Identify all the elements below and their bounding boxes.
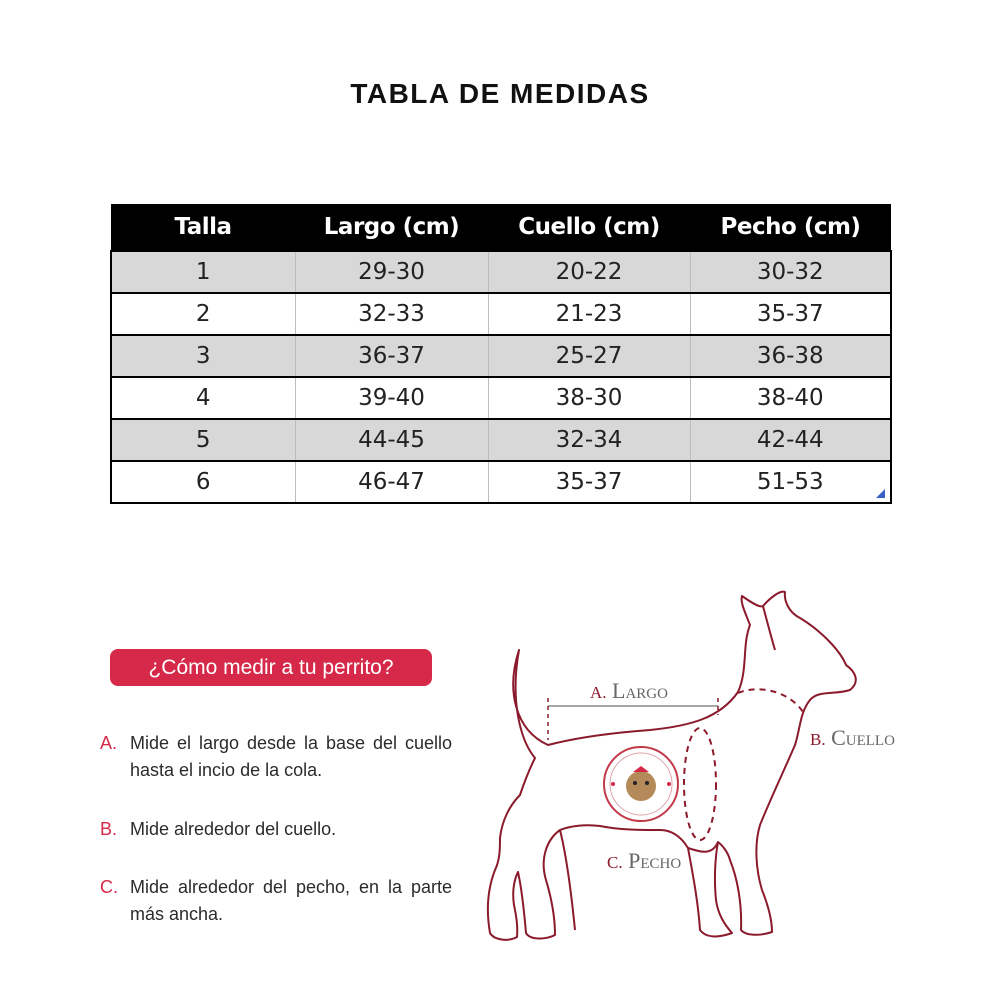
label-largo	[590, 678, 668, 704]
cell-cuello: 38-30	[488, 377, 690, 419]
leg-contour	[560, 830, 575, 930]
cell-pecho: 38-40	[690, 377, 891, 419]
cuello-measure-curve	[738, 689, 803, 712]
ear-contour	[763, 606, 775, 650]
cell-cuello: 35-37	[488, 461, 690, 503]
cell-largo: 36-37	[295, 335, 488, 377]
cell-cuello: 21-23	[488, 293, 690, 335]
label-cuello	[810, 725, 895, 751]
cell-talla: 2	[111, 293, 295, 335]
cell-talla: 6	[111, 461, 295, 503]
cell-cuello: 25-27	[488, 335, 690, 377]
cell-largo: 39-40	[295, 377, 488, 419]
label-text: Largo	[612, 678, 668, 703]
cell-largo: 29-30	[295, 251, 488, 293]
cell-pecho: 35-37	[690, 293, 891, 335]
howto-heading: ¿Cómo medir a tu perrito?	[110, 649, 432, 686]
brand-logo	[604, 747, 678, 821]
label-letter: C.	[607, 853, 623, 872]
pecho-measure-ellipse	[684, 728, 716, 840]
step-text: Mide el largo desde la base del cuello hasta el incio de la cola.	[130, 733, 452, 780]
cell-talla: 5	[111, 419, 295, 461]
leg-contour	[688, 842, 718, 852]
cell-largo: 32-33	[295, 293, 488, 335]
step-text: Mide alrededor del cuello.	[130, 819, 337, 839]
cell-pecho: 30-32	[690, 251, 891, 293]
header-cuello: Cuello (cm)	[488, 204, 690, 251]
label-letter: A.	[590, 683, 607, 702]
cell-cuello: 20-22	[488, 251, 690, 293]
cell-largo: 44-45	[295, 419, 488, 461]
cell-pecho: 36-38	[690, 335, 891, 377]
label-text: Pecho	[628, 848, 682, 873]
step-letter: A.	[100, 733, 118, 753]
step-text: Mide alrededor del pecho, en la parte más ancha.	[130, 877, 452, 924]
step-letter: C.	[100, 877, 118, 897]
header-pecho: Pecho (cm)	[690, 204, 891, 251]
cell-largo: 46-47	[295, 461, 488, 503]
header-talla: Talla	[111, 204, 295, 251]
label-pecho	[607, 848, 681, 874]
cell-pecho: 51-53	[690, 461, 891, 503]
step-letter: B.	[100, 819, 118, 839]
cell-pecho: 42-44	[690, 419, 891, 461]
cell-talla: 3	[111, 335, 295, 377]
cell-cuello: 32-34	[488, 419, 690, 461]
cell-talla: 4	[111, 377, 295, 419]
label-text: Cuello	[831, 725, 895, 750]
cell-talla: 1	[111, 251, 295, 293]
label-letter: B.	[810, 730, 826, 749]
page-title: TABLA DE MEDIDAS	[350, 78, 650, 109]
header-largo: Largo (cm)	[295, 204, 488, 251]
